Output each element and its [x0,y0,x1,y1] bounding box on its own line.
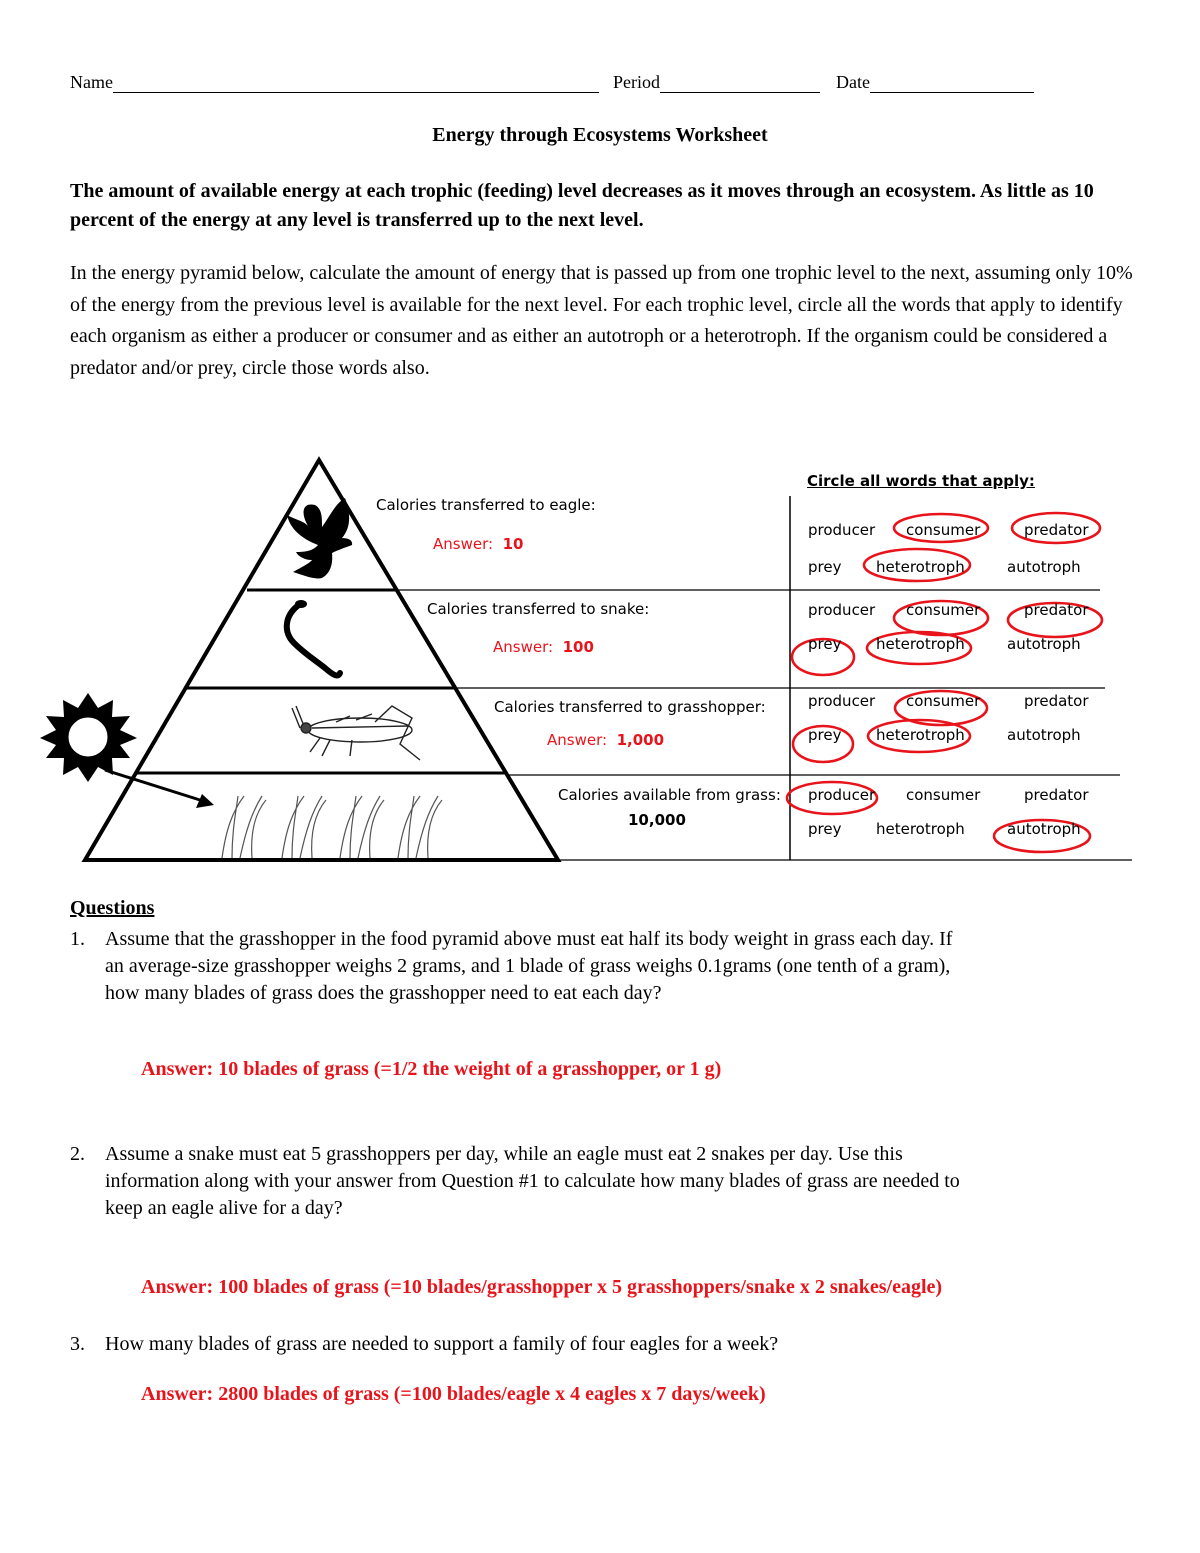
lead-paragraph: The amount of available energy at each trophic (feeding) level decreases as it moves through an ecosystem. As little as 10 percent of the energy at any level is transferred up to the next level. [70,180,1094,231]
instructions-paragraph: In the energy pyramid below, calculate the amount of energy that is passed up from one trophic level to the next, assuming only 10% of the energy from the previous level is available for the next level. For each trophic level, circle all the words that apply to identify each organism as either a producer or consumer and as either an autotroph or a heterotroph. If the organism could be considered a predator and/or prey, circle those words also. [70,262,1133,379]
question-number: 1. [70,928,85,950]
word-consumer[interactable]: consumer [906,601,981,619]
grasshopper-level-label: Calories transferred to grasshopper: [494,698,766,716]
word-consumer[interactable]: consumer [906,521,981,539]
word-consumer[interactable]: consumer [906,786,981,804]
word-predator[interactable]: predator [1024,601,1089,619]
question-line: Assume that the grasshopper in the food pyramid above must eat half its body weight in grass each day. If [105,928,953,950]
question-line: How many blades of grass are needed to support a family of four eagles for a week? [105,1333,779,1355]
word-heterotroph[interactable]: heterotroph [876,726,965,744]
answer-prefix: Answer: [433,535,494,553]
question-line: how many blades of grass does the grasshopper need to eat each day? [105,982,662,1004]
snake-level-label: Calories transferred to snake: [427,600,650,618]
eagle-answer-value: 10 [502,535,524,553]
grass-level-label: Calories available from grass: [558,786,781,804]
grasshopper-answer-value: 1,000 [616,731,665,749]
question-1 [105,926,1165,1007]
circle-header: Circle all words that apply: [807,472,1035,490]
word-producer[interactable]: producer [808,601,876,619]
word-heterotroph[interactable]: heterotroph [876,635,965,653]
grasshopper-answer [547,731,664,749]
word-prey[interactable]: prey [808,558,842,576]
word-heterotroph[interactable]: heterotroph [876,820,965,838]
answer-3: Answer: 2800 blades of grass (=100 blades/eagle x 4 eagles x 7 days/week) [141,1383,766,1405]
answer-prefix: Answer: [493,638,554,656]
question-line: Assume a snake must eat 5 grasshoppers per day, while an eagle must eat 2 snakes per day. Use this [105,1143,903,1165]
grass-icon [222,796,442,858]
question-line: an average-size grasshopper weighs 2 grams, and 1 blade of grass weighs 0.1grams (one tenth of a gram), [105,955,951,977]
snake-icon [287,604,340,675]
word-consumer[interactable]: consumer [906,692,981,710]
period-label: Period [613,72,660,92]
questions-heading: Questions [70,897,155,919]
question-number: 3. [70,1333,85,1355]
question-line: keep an eagle alive for a day? [105,1197,343,1219]
date-field[interactable] [836,72,1034,93]
word-autotroph[interactable]: autotroph [1007,820,1081,838]
name-field[interactable] [70,72,599,93]
date-label: Date [836,72,870,92]
eagle-answer [433,535,523,553]
eagle-level-label: Calories transferred to eagle: [376,496,596,514]
word-producer[interactable]: producer [808,692,876,710]
word-producer[interactable]: producer [808,786,876,804]
energy-pyramid [0,440,1200,880]
snake-answer [493,638,594,656]
page-title: Energy through Ecosystems Worksheet [432,124,768,146]
word-autotroph[interactable]: autotroph [1007,635,1081,653]
word-predator[interactable]: predator [1024,521,1089,539]
word-prey[interactable]: prey [808,635,842,653]
word-autotroph[interactable]: autotroph [1007,558,1081,576]
answer-prefix: Answer: [547,731,608,749]
question-3 [105,1331,1165,1358]
sun-icon [40,693,137,782]
snake-head [295,600,307,608]
question-2 [105,1141,1165,1222]
answer-1: Answer: 10 blades of grass (=1/2 the weight of a grasshopper, or 1 g) [141,1058,722,1080]
period-field[interactable] [613,72,820,93]
word-predator[interactable]: predator [1024,692,1089,710]
word-autotroph[interactable]: autotroph [1007,726,1081,744]
eagle-icon [287,498,352,578]
word-predator[interactable]: predator [1024,786,1089,804]
snake-answer-value: 100 [562,638,594,656]
word-heterotroph[interactable]: heterotroph [876,558,965,576]
question-number: 2. [70,1143,85,1165]
word-prey[interactable]: prey [808,726,842,744]
word-producer[interactable]: producer [808,521,876,539]
grass-value: 10,000 [628,811,686,829]
question-line: information along with your answer from Question #1 to calculate how many blades of grass are needed to [105,1170,960,1192]
name-label: Name [70,72,113,92]
answer-2: Answer: 100 blades of grass (=10 blades/grasshopper x 5 grasshoppers/snake x 2 snakes/eagle) [141,1276,943,1298]
grasshopper-icon [292,706,420,760]
word-prey[interactable]: prey [808,820,842,838]
